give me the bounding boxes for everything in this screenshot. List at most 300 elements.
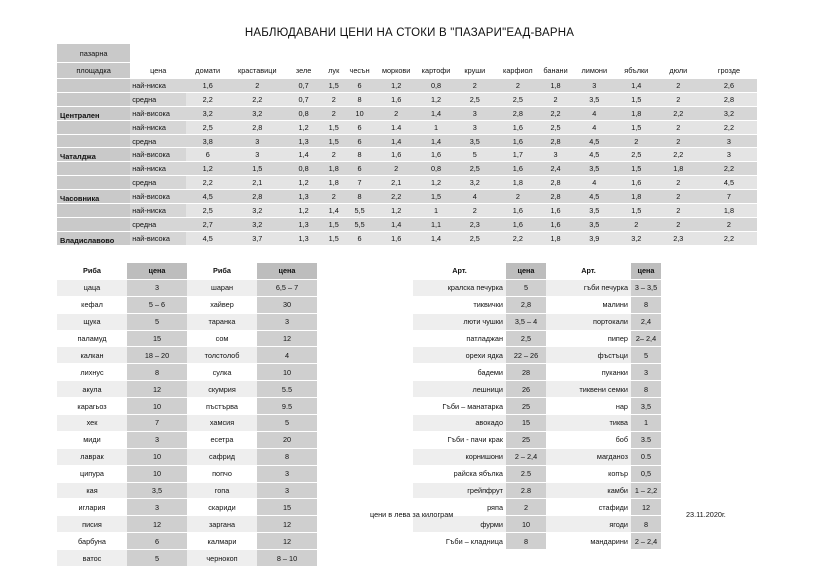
fish-name: ватос (57, 550, 127, 567)
price-cell: 1,8 (496, 176, 539, 190)
price-cell: 1,6 (539, 217, 571, 231)
fish-price: 4 (257, 347, 317, 364)
price-cell: 1,8 (322, 176, 346, 190)
market-name-spacer (57, 162, 130, 176)
price-cell: 2,5 (186, 204, 229, 218)
fish-price: 30 (257, 296, 317, 313)
fish-price: 3 (127, 431, 187, 448)
fish-price: 5 (127, 313, 187, 330)
price-cell: 3,2 (186, 106, 229, 120)
fish-price: 12 (257, 533, 317, 550)
fish-name: есетра (187, 431, 257, 448)
price-cell: 2 (656, 134, 701, 148)
price-cell: 1,6 (496, 217, 539, 231)
price-cell: 1,6 (419, 148, 453, 162)
product-header: лимони (572, 63, 617, 79)
fish-price: 12 (257, 330, 317, 347)
price-cell: 1,5 (322, 79, 346, 93)
price-cell: 1,5 (322, 120, 346, 134)
market-name-spacer (57, 176, 130, 190)
goods-name: камби (546, 482, 631, 499)
fish-name: сом (187, 330, 257, 347)
header-spacer (419, 44, 453, 63)
price-cell: 5,5 (346, 204, 374, 218)
fish-row (57, 482, 317, 499)
price-cell: 7 (701, 190, 757, 204)
fish-row (57, 279, 317, 296)
goods-price-header: цена (631, 263, 661, 279)
fish-row (57, 415, 317, 432)
header-spacer (539, 44, 571, 63)
price-cell: 8 (346, 92, 374, 106)
fish-row (57, 448, 317, 465)
product-header: дюли (656, 63, 701, 79)
market-row (57, 204, 757, 218)
price-cell: 6 (346, 79, 374, 93)
goods-name: портокали (546, 313, 631, 330)
price-type-label: най-висока (130, 106, 186, 120)
goods-price: 3,5 – 4 (506, 313, 546, 330)
market-price-table (57, 44, 757, 246)
fish-name: пъстърва (187, 398, 257, 415)
price-cell: 2 (229, 79, 285, 93)
price-cell: 3 (539, 148, 571, 162)
goods-price: 2.8 (506, 482, 546, 499)
price-type-label: най-ниска (130, 79, 186, 93)
fish-row (57, 516, 317, 533)
price-cell: 2,3 (453, 217, 496, 231)
fish-price: 18 – 20 (127, 347, 187, 364)
price-cell: 3 (229, 134, 285, 148)
goods-price: 8 (506, 533, 546, 550)
fish-price: 20 (257, 431, 317, 448)
goods-name: орехи ядка (413, 347, 506, 364)
fish-name: хамсия (187, 415, 257, 432)
price-cell: 2 (656, 79, 701, 93)
goods-name: малини (546, 296, 631, 313)
fish-name: калмари (187, 533, 257, 550)
goods-name: тиква (546, 415, 631, 432)
price-cell: 1,2 (374, 204, 419, 218)
goods-row (413, 279, 661, 296)
price-cell: 4,5 (701, 176, 757, 190)
price-cell: 2,8 (496, 106, 539, 120)
price-cell: 1,4 (419, 231, 453, 245)
goods-name: патладжан (413, 330, 506, 347)
price-cell: 6 (346, 162, 374, 176)
goods-row (413, 482, 661, 499)
fish-price: 6 (127, 533, 187, 550)
fish-row (57, 313, 317, 330)
goods-name: Гъби - пачи крак (413, 431, 506, 448)
goods-name: лешници (413, 381, 506, 398)
price-cell: 3 (229, 148, 285, 162)
goods-name: Гъби – манатарка (413, 398, 506, 415)
price-cell: 7 (346, 176, 374, 190)
product-header: карфиол (496, 63, 539, 79)
price-cell: 2,5 (617, 148, 656, 162)
price-cell: 3,2 (701, 106, 757, 120)
goods-price: 2,5 (506, 330, 546, 347)
market-name-spacer (57, 79, 130, 93)
goods-price: 2 – 2,4 (506, 448, 546, 465)
price-cell: 1,3 (285, 231, 322, 245)
price-type-label: средна (130, 92, 186, 106)
product-header: домати (186, 63, 229, 79)
fish-row (57, 296, 317, 313)
fish-name: барбуна (57, 533, 127, 550)
price-type-label: най-висока (130, 190, 186, 204)
price-cell: 0,8 (285, 162, 322, 176)
fish-name: гопа (187, 482, 257, 499)
price-cell: 3 (701, 134, 757, 148)
product-header: чесън (346, 63, 374, 79)
unit-note: цени в лева за килограм (370, 510, 454, 519)
goods-name: тиквени семки (546, 381, 631, 398)
fish-name-header: Риба (57, 263, 127, 279)
price-cell: 2 (453, 204, 496, 218)
market-row (57, 217, 757, 231)
price-cell: 1,7 (496, 148, 539, 162)
goods-name-header: Арт. (413, 263, 506, 279)
price-cell: 2,5 (496, 92, 539, 106)
price-cell: 2,8 (701, 92, 757, 106)
price-cell: 1,3 (285, 190, 322, 204)
price-cell: 2 (656, 204, 701, 218)
price-cell: 1,6 (186, 79, 229, 93)
fish-name: скариди (187, 499, 257, 516)
market-name: Централен (57, 106, 130, 120)
fish-name: акула (57, 381, 127, 398)
price-cell: 2,2 (701, 120, 757, 134)
header-spacer (453, 44, 496, 63)
fish-price: 3 (127, 499, 187, 516)
price-cell: 4 (572, 176, 617, 190)
price-cell: 2,8 (229, 190, 285, 204)
price-cell: 1,8 (539, 79, 571, 93)
fish-price: 3 (257, 482, 317, 499)
price-cell: 1,8 (617, 106, 656, 120)
fish-name: скумрия (187, 381, 257, 398)
fish-price: 5 (257, 415, 317, 432)
price-cell: 2,4 (539, 162, 571, 176)
fish-price: 15 (257, 499, 317, 516)
fish-price: 10 (127, 448, 187, 465)
price-cell: 3,7 (229, 231, 285, 245)
goods-name: тиквички (413, 296, 506, 313)
price-cell: 0,8 (419, 79, 453, 93)
fish-name: цаца (57, 279, 127, 296)
goods-price: 1 (631, 415, 661, 432)
price-cell: 2,8 (539, 134, 571, 148)
price-cell: 1,2 (186, 162, 229, 176)
price-cell: 6 (346, 120, 374, 134)
price-type-label: средна (130, 217, 186, 231)
product-header: лук (322, 63, 346, 79)
goods-price-header: цена (506, 263, 546, 279)
goods-price: 28 (506, 364, 546, 381)
price-cell: 1,5 (322, 231, 346, 245)
price-cell: 1 (419, 120, 453, 134)
market-name-spacer (57, 204, 130, 218)
market-row (57, 92, 757, 106)
price-cell: 1,6 (374, 148, 419, 162)
product-header: ябълки (617, 63, 656, 79)
fish-name: заргана (187, 516, 257, 533)
price-cell: 0,8 (419, 162, 453, 176)
price-cell: 2,2 (186, 176, 229, 190)
goods-price: 2 (506, 499, 546, 516)
price-cell: 2 (322, 92, 346, 106)
price-type-label: средна (130, 134, 186, 148)
price-cell: 4 (572, 120, 617, 134)
price-cell: 3,5 (572, 92, 617, 106)
product-header: банани (539, 63, 571, 79)
price-type-label: най-ниска (130, 204, 186, 218)
fish-price-header: цена (257, 263, 317, 279)
price-cell: 2,8 (229, 120, 285, 134)
goods-price: 2.5 (506, 465, 546, 482)
goods-name: пипер (546, 330, 631, 347)
market-row (57, 134, 757, 148)
market-row (57, 162, 757, 176)
product-header: краставици (229, 63, 285, 79)
page-title: НАБЛЮДАВАНИ ЦЕНИ НА СТОКИ В "ПАЗАРИ"ЕАД-ВАРНА (244, 27, 575, 39)
price-cell: 6 (186, 148, 229, 162)
fish-price: 8 (127, 364, 187, 381)
goods-row (413, 398, 661, 415)
price-cell: 1,4 (285, 148, 322, 162)
goods-price: 8 (631, 296, 661, 313)
market-name: Владиславово (57, 231, 130, 245)
price-cell: 1,6 (374, 231, 419, 245)
market-row (57, 148, 757, 162)
goods-row (413, 313, 661, 330)
goods-name: мандарини (546, 533, 631, 550)
fish-price: 9.5 (257, 398, 317, 415)
fish-price: 8 (257, 448, 317, 465)
market-row (57, 106, 757, 120)
price-cell: 1,5 (617, 162, 656, 176)
price-cell: 2,2 (656, 148, 701, 162)
goods-name: авокадо (413, 415, 506, 432)
fish-name: хек (57, 415, 127, 432)
goods-price: 15 (506, 415, 546, 432)
price-cell: 2,5 (453, 231, 496, 245)
goods-name: нар (546, 398, 631, 415)
goods-price: 22 – 26 (506, 347, 546, 364)
price-cell: 1,5 (617, 204, 656, 218)
product-header: зеле (285, 63, 322, 79)
price-cell: 1,5 (229, 162, 285, 176)
goods-price: 3 – 3,5 (631, 279, 661, 296)
price-cell: 4,5 (572, 190, 617, 204)
market-row (57, 176, 757, 190)
fish-row (57, 550, 317, 567)
price-cell: 1,1 (419, 217, 453, 231)
goods-name: фъстъци (546, 347, 631, 364)
price-cell: 2,5 (186, 120, 229, 134)
fish-row (57, 398, 317, 415)
goods-price: 1 – 2,2 (631, 482, 661, 499)
price-cell: 2 (322, 106, 346, 120)
price-cell: 2 (374, 162, 419, 176)
fish-name: карагьоз (57, 398, 127, 415)
fish-name: кая (57, 482, 127, 499)
price-cell: 2 (656, 120, 701, 134)
price-cell: 2,2 (656, 106, 701, 120)
fish-price: 3,5 (127, 482, 187, 499)
price-cell: 1,2 (419, 176, 453, 190)
fish-row (57, 431, 317, 448)
goods-name: грейпфрут (413, 482, 506, 499)
price-cell: 2,2 (186, 92, 229, 106)
price-cell: 2 (496, 190, 539, 204)
goods-price: 3,5 (631, 398, 661, 415)
price-type-header: цена (130, 63, 186, 79)
header-spacer (346, 44, 374, 63)
price-cell: 1,3 (285, 134, 322, 148)
price-cell: 5 (453, 148, 496, 162)
product-header: грозде (701, 63, 757, 79)
price-cell: 1,3 (285, 217, 322, 231)
price-cell: 8 (346, 148, 374, 162)
goods-row (413, 330, 661, 347)
goods-name: корнишони (413, 448, 506, 465)
fish-row (57, 465, 317, 482)
product-header: моркови (374, 63, 419, 79)
goods-price: 12 (631, 499, 661, 516)
fish-price-table (57, 263, 317, 567)
price-cell: 1,8 (617, 190, 656, 204)
market-header-row (57, 44, 757, 63)
price-cell: 3,5 (572, 162, 617, 176)
price-cell: 1,6 (496, 162, 539, 176)
goods-price: 8 (631, 381, 661, 398)
goods-name: стафиди (546, 499, 631, 516)
goods-name: ряпа (413, 499, 506, 516)
price-cell: 3,5 (572, 204, 617, 218)
fish-price: 5 – 6 (127, 296, 187, 313)
fish-price: 3 (257, 313, 317, 330)
fish-name: лихнус (57, 364, 127, 381)
price-cell: 1,5 (322, 134, 346, 148)
price-cell: 4,5 (572, 134, 617, 148)
price-cell: 4 (453, 190, 496, 204)
goods-price: 25 (506, 431, 546, 448)
price-cell: 1,4 (617, 79, 656, 93)
goods-name: боб (546, 431, 631, 448)
goods-row (413, 415, 661, 432)
goods-price: 3 (631, 364, 661, 381)
market-name-spacer (57, 92, 130, 106)
header-spacer (374, 44, 419, 63)
price-cell: 2 (617, 217, 656, 231)
fish-price: 12 (127, 516, 187, 533)
price-cell: 2,2 (374, 190, 419, 204)
fish-price: 3 (257, 465, 317, 482)
price-type-label: най-висока (130, 148, 186, 162)
goods-price: 2– 2,4 (631, 330, 661, 347)
price-cell: 1,5 (419, 190, 453, 204)
goods-name: гъби печурка (546, 279, 631, 296)
price-cell: 1,8 (701, 204, 757, 218)
price-cell: 1,5 (617, 92, 656, 106)
price-cell: 0,7 (285, 92, 322, 106)
fish-name-header: Риба (187, 263, 257, 279)
price-cell: 2,8 (539, 190, 571, 204)
price-cell: 3,8 (186, 134, 229, 148)
market-row (57, 190, 757, 204)
price-cell: 2,1 (374, 176, 419, 190)
goods-name: ягоди (546, 516, 631, 533)
price-cell: 2 (453, 79, 496, 93)
fish-price: 15 (127, 330, 187, 347)
price-cell: 2 (322, 190, 346, 204)
header-spacer (130, 44, 186, 63)
price-cell: 2,2 (229, 92, 285, 106)
goods-price-table (413, 263, 661, 550)
fish-name: таранка (187, 313, 257, 330)
goods-row (413, 448, 661, 465)
goods-price: 25 (506, 398, 546, 415)
price-cell: 1,4 (374, 134, 419, 148)
price-cell: 8 (346, 190, 374, 204)
goods-row (413, 431, 661, 448)
market-name-spacer (57, 217, 130, 231)
product-header: картофи (419, 63, 453, 79)
price-cell: 1,6 (617, 176, 656, 190)
price-cell: 1,5 (617, 120, 656, 134)
fish-price: 8 – 10 (257, 550, 317, 567)
price-cell: 1,4 (419, 134, 453, 148)
price-cell: 3 (701, 148, 757, 162)
goods-row (413, 533, 661, 550)
price-cell: 0,7 (285, 79, 322, 93)
goods-header-row (413, 263, 661, 279)
price-cell: 1,2 (285, 176, 322, 190)
goods-name: люти чушки (413, 313, 506, 330)
fish-name: лаврак (57, 448, 127, 465)
goods-price: 10 (506, 516, 546, 533)
price-cell: 2 (656, 176, 701, 190)
fish-row (57, 499, 317, 516)
fish-price: 6,5 – 7 (257, 279, 317, 296)
price-cell: 2,3 (656, 231, 701, 245)
price-cell: 5,5 (346, 217, 374, 231)
price-cell: 1,5 (322, 217, 346, 231)
price-cell: 1,6 (496, 134, 539, 148)
fish-name: сулка (187, 364, 257, 381)
goods-price: 2 – 2,4 (631, 533, 661, 550)
goods-price: 5 (631, 347, 661, 364)
price-cell: 1,8 (322, 162, 346, 176)
price-cell: 10 (346, 106, 374, 120)
fish-name: чернокоп (187, 550, 257, 567)
fish-name: шаран (187, 279, 257, 296)
market-name-spacer (57, 134, 130, 148)
header-spacer (656, 44, 701, 63)
price-cell: 1 (419, 204, 453, 218)
market-name-spacer (57, 120, 130, 134)
fish-row (57, 347, 317, 364)
fish-name: толстолоб (187, 347, 257, 364)
fish-price: 12 (257, 516, 317, 533)
goods-name: пуканки (546, 364, 631, 381)
header-spacer (617, 44, 656, 63)
goods-row (413, 381, 661, 398)
market-row (57, 79, 757, 93)
